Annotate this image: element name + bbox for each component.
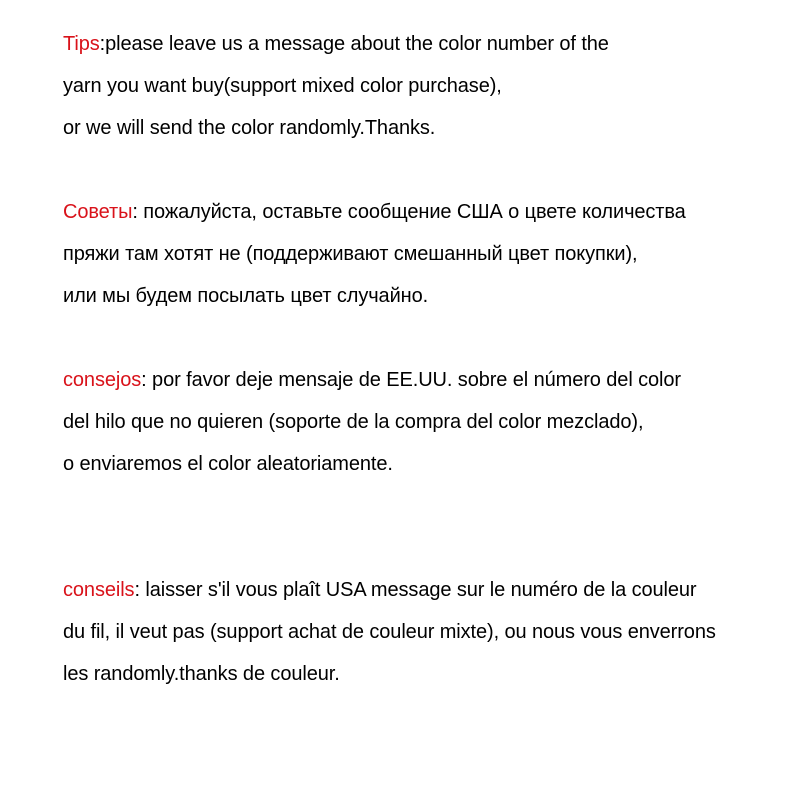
- notice-text: : laisser s'il vous plaît USA message sur le numéro de la couleur: [134, 579, 697, 601]
- notice-label: conseils: [63, 579, 135, 601]
- notice-line: [63, 34, 799, 76]
- notice-line: o enviaremos el color aleatoriamente.: [63, 453, 393, 475]
- notice-line: du fil, il veut pas (support achat de couleur mixte), ou nous vous enverrons: [63, 621, 716, 643]
- notice-line: [63, 580, 799, 622]
- notice-label: Советы: [63, 201, 133, 223]
- notice-spanish: [63, 370, 799, 496]
- notice-line: [63, 370, 799, 412]
- notice-line: or we will send the color randomly.Thanks.: [63, 117, 436, 139]
- notice-line: или мы будем посылать цвет случайно.: [63, 285, 429, 307]
- notice-line: les randomly.thanks de couleur.: [63, 663, 340, 685]
- notice-line: [63, 202, 799, 244]
- notice-french: [63, 580, 799, 706]
- notice-label: Tips: [63, 33, 100, 55]
- notice-english: [63, 34, 799, 160]
- notice-text: : пожалуйста, оставьте сообщение США о цвете количества: [132, 201, 686, 223]
- notice-label: consejos: [63, 369, 142, 391]
- notice-line: пряжи там хотят не (поддерживают смешанный цвет покупки),: [63, 243, 638, 265]
- notice-text: : por favor deje mensaje de EE.UU. sobre el número del color: [141, 369, 681, 391]
- notice-russian: [63, 202, 799, 328]
- notice-line: del hilo que no quieren (soporte de la compra del color mezclado),: [63, 411, 644, 433]
- notice-text: :please leave us a message about the color number of the: [99, 33, 609, 55]
- notice-line: yarn you want buy(support mixed color purchase),: [63, 75, 502, 97]
